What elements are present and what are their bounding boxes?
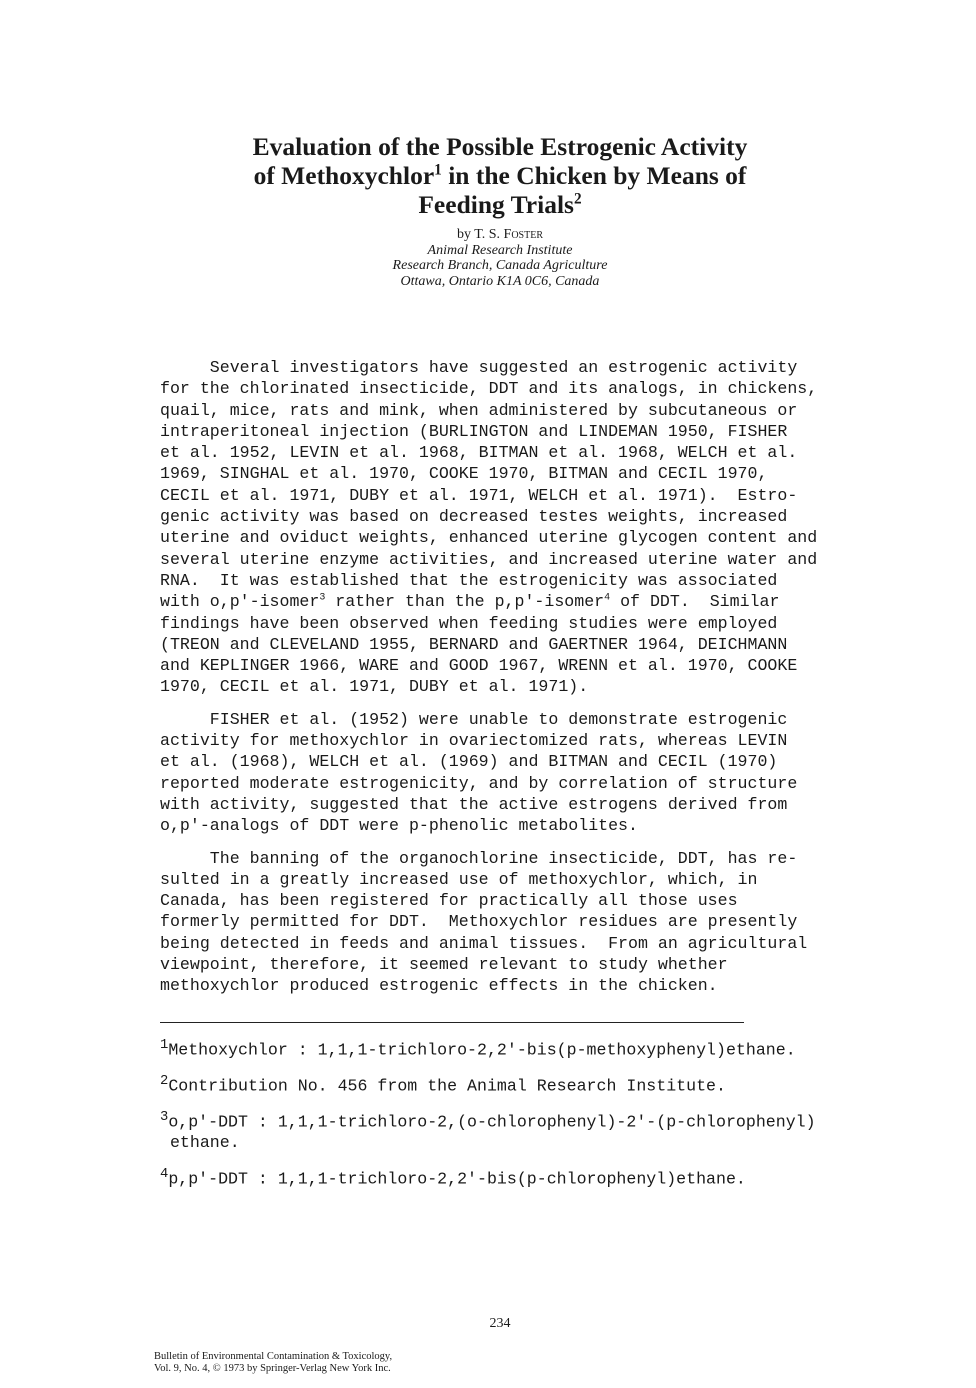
body-line: with activity, suggested that the active estrogens derived from [160,794,788,814]
footnote-3 [160,1107,860,1154]
line-segment: with o,p'-isomer [160,592,320,612]
footnote-divider [160,1022,744,1023]
affiliation-3: Ottawa, Ontario K1A 0C6, Canada [400,273,600,289]
body-line: (TREON and CLEVELAND 1955, BERNARD and GAERTNER 1964, DEICHMANN [160,634,788,654]
body-line: activity for methoxychlor in ovariectomized rats, whereas LEVIN [160,731,788,751]
body-line: et al. 1952, LEVIN et al. 1968, BITMAN et al. 1968, WELCH et al. [160,443,798,463]
title-line-1: Evaluation of the Possible Estrogenic Activity [252,132,748,161]
footnote-ref-1: 1 [434,161,442,179]
body-line: for the chlorinated insecticide, DDT and its analogs, in chickens, [160,379,818,399]
footnote-number: 1 [160,1037,169,1053]
author-name: Foster [503,227,543,242]
body-line: o,p'-analogs of DDT were p-phenolic metabolites. [160,816,638,836]
body-line: uterine and oviduct weights, enhanced uterine glycogen content and [160,528,818,548]
body-line: Several investigators have suggested an estrogenic activity [160,358,798,377]
title-line-3 [160,190,840,219]
body-line: 1970, CECIL et al. 1971, DUBY et al. 1971). [160,677,589,697]
body-line: FISHER et al. (1952) were unable to demonstrate estrogenic [160,709,788,729]
body-line: sulted in a greatly increased use of methoxychlor, which, in [160,869,758,889]
line-segment: of DDT. Similar [610,592,780,612]
body-line-with-refs [160,591,860,612]
paper-title [160,132,840,219]
paragraph-1 [160,357,860,698]
body-line: et al. (1968), WELCH et al. (1969) and BITMAN and CECIL (1970) [160,752,778,772]
footnotes [160,1035,860,1200]
footnote-ref-4: 4 [604,591,611,603]
footnote-text: p,p'-DDT : 1,1,1-trichloro-2,2'-bis(p-chlorophenyl)ethane. [168,1169,746,1189]
title-line-2 [160,161,840,190]
body-line: reported moderate estrogenicity, and by correlation of structure [160,773,798,793]
paragraph-2 [160,709,860,837]
footnote-number: 4 [160,1165,169,1182]
journal-line-2: Vol. 9, No. 4, © 1973 by Springer-Verlag New York Inc. [154,1362,391,1374]
byline [160,227,840,289]
footnote-number: 2 [160,1072,169,1089]
body-line: findings have been observed when feeding studies were employed [160,613,778,633]
title-line-2-end: in the Chicken by Means of [441,161,747,190]
by-label: by T. S. [456,227,504,242]
footnote-2 [160,1071,860,1097]
page-number: 234 [489,1316,511,1331]
body-line: RNA. It was established that the estrogenicity was associated [160,570,778,590]
journal-line-1: Bulletin of Environmental Contamination & Toxicology, [154,1351,393,1362]
footnote-text: o,p'-DDT : 1,1,1-trichloro-2,(o-chlorophenyl)-2'-(p-chlorophenyl) [168,1112,816,1132]
title-line-2-start: of Methoxychlor [253,161,435,190]
body-text [160,357,860,1008]
journal-citation [154,1351,554,1374]
footnote-number: 3 [160,1108,169,1125]
footnote-text: Contribution No. 456 from the Animal Research Institute. [168,1076,726,1096]
body-line: 1969, SINGHAL et al. 1970, COOKE 1970, BITMAN and CECIL 1970, [160,464,768,484]
body-line: being detected in feeds and animal tissues. From an agricultural [160,933,808,953]
affiliation-1: Animal Research Institute [427,242,573,258]
author-line [160,227,840,243]
body-line: formerly permitted for DDT. Methoxychlor residues are presently [160,912,798,932]
body-line: genic activity was based on decreased testes weights, increased [160,507,788,527]
body-line: quail, mice, rats and mink, when administered by subcutaneous or [160,400,798,420]
line-segment: rather than the p,p'-isomer [325,592,605,612]
body-line: CECIL et al. 1971, DUBY et al. 1971, WELCH et al. 1971). Estro- [160,485,798,505]
footnote-text: Methoxychlor : 1,1,1-trichloro-2,2'-bis(p-methoxyphenyl)ethane. [168,1040,796,1060]
body-line: Canada, has been registered for practically all those uses [160,891,738,911]
body-line: several uterine enzyme activities, and increased uterine water and [160,549,818,569]
footnote-1 [160,1035,860,1061]
body-line: The banning of the organochlorine insecticide, DDT, has re- [160,848,798,868]
affiliation-2: Research Branch, Canada Agriculture [392,258,608,273]
footnote-4 [160,1164,860,1190]
title-line-3-text: Feeding Trials [418,190,574,219]
footnote-ref-2: 2 [573,190,582,208]
footnote-ref-3: 3 [319,591,326,603]
body-line: methoxychlor produced estrogenic effects in the chicken. [160,976,718,996]
body-line: intraperitoneal injection (BURLINGTON and LINDEMAN 1950, FISHER [160,421,788,441]
body-line: and KEPLINGER 1966, WARE and GOOD 1967, WRENN et al. 1970, COOKE [160,656,798,676]
body-line: viewpoint, therefore, it seemed relevant to study whether [160,955,728,975]
paragraph-3 [160,848,860,997]
footnote-text-continued: ethane. [160,1133,240,1153]
